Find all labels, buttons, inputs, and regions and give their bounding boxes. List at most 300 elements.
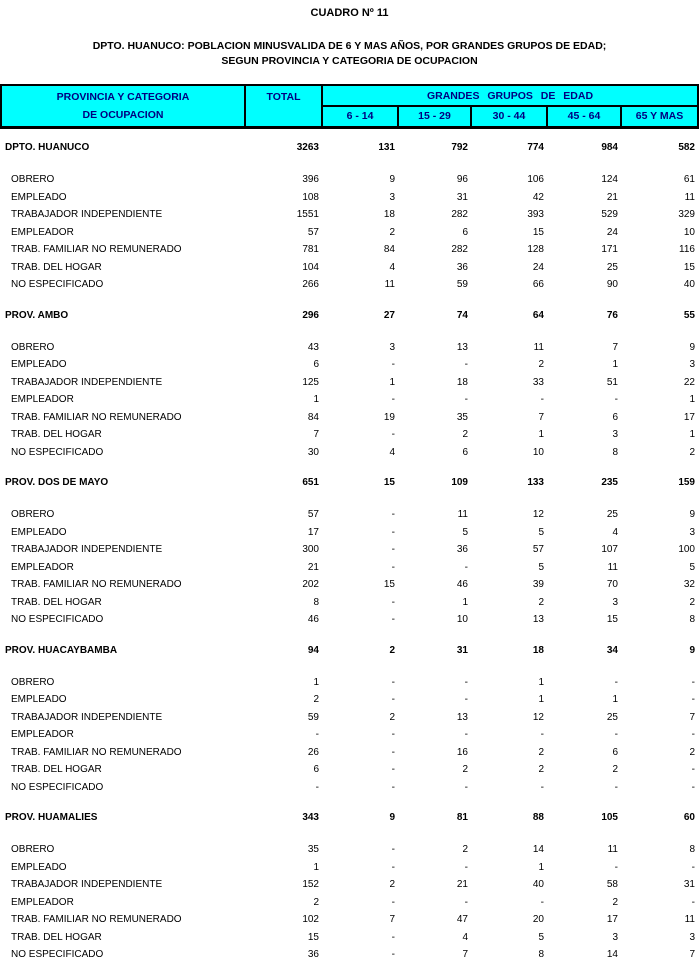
row-label: EMPLEADO xyxy=(11,861,67,873)
value-cell: 3 xyxy=(689,359,695,370)
value-cell: 9 xyxy=(389,174,395,185)
value-cell: 235 xyxy=(601,477,618,488)
table-row xyxy=(0,876,699,894)
value-cell: 5 xyxy=(689,561,695,573)
row-label: OBRERO xyxy=(11,844,55,855)
value-cell: - xyxy=(614,781,618,793)
value-cell: - xyxy=(540,729,544,740)
value-cell: 18 xyxy=(383,209,395,220)
value-cell: - xyxy=(464,861,468,873)
value-cell: 131 xyxy=(378,142,395,153)
row-label: EMPLEADO xyxy=(11,191,67,203)
value-cell: 24 xyxy=(606,226,618,238)
value-cell: 16 xyxy=(456,746,468,758)
row-label: DPTO. HUANUCO xyxy=(5,142,90,153)
table-row xyxy=(0,946,699,964)
spacer xyxy=(0,661,699,674)
spacer xyxy=(0,158,699,171)
section-row xyxy=(0,306,699,326)
row-label: TRAB. DEL HOGAR xyxy=(11,261,102,273)
value-cell: 25 xyxy=(606,509,618,520)
value-cell: 27 xyxy=(383,309,395,321)
value-cell: - xyxy=(464,676,468,688)
value-cell: 104 xyxy=(302,261,319,273)
value-cell: 21 xyxy=(606,191,618,203)
value-cell: 51 xyxy=(606,376,618,388)
row-label: PROV. HUACAYBAMBA xyxy=(5,644,118,656)
value-cell: 1 xyxy=(313,861,319,873)
value-cell: 1 xyxy=(689,394,695,405)
value-cell: 31 xyxy=(683,879,695,890)
value-cell: 7 xyxy=(612,341,618,353)
value-cell: 11 xyxy=(607,561,618,573)
row-label: TRAB. DEL HOGAR xyxy=(11,596,102,608)
table-row xyxy=(0,541,699,559)
value-cell: 4 xyxy=(612,526,618,538)
doc-subtitle-line2: SEGUN PROVINCIA Y CATEGORIA DE OCUPACION xyxy=(221,55,478,67)
table-row xyxy=(0,171,699,189)
age-group-header: 15 - 29 xyxy=(397,107,470,126)
value-cell: 7 xyxy=(389,914,395,925)
row-label: NO ESPECIFICADO xyxy=(11,781,104,793)
value-cell: - xyxy=(391,764,395,775)
value-cell: 100 xyxy=(678,544,695,555)
table-row xyxy=(0,841,699,859)
value-cell: - xyxy=(391,561,395,573)
value-cell: - xyxy=(391,509,395,520)
value-cell: 7 xyxy=(313,429,319,440)
age-group-header: 30 - 44 xyxy=(470,107,546,126)
value-cell: 2 xyxy=(389,644,395,656)
value-cell: 2 xyxy=(313,896,319,908)
value-cell: 1 xyxy=(313,676,319,688)
value-cell: 70 xyxy=(606,579,618,590)
value-cell: 25 xyxy=(606,711,618,723)
value-cell: 39 xyxy=(532,579,544,590)
value-cell: 2 xyxy=(538,596,544,608)
value-cell: 792 xyxy=(451,142,468,153)
value-cell: 396 xyxy=(302,174,319,185)
value-cell: 7 xyxy=(689,949,695,960)
value-cell: 35 xyxy=(456,411,468,423)
value-cell: 282 xyxy=(451,244,468,255)
value-cell: 2 xyxy=(538,764,544,775)
table-row xyxy=(0,929,699,947)
value-cell: 1 xyxy=(689,429,695,440)
value-cell: 2 xyxy=(538,359,544,370)
value-cell: 10 xyxy=(683,226,695,238)
value-cell: - xyxy=(391,544,395,555)
section-row xyxy=(0,641,699,661)
value-cell: 94 xyxy=(307,644,319,656)
section-row xyxy=(0,473,699,493)
value-cell: 84 xyxy=(307,411,319,423)
spacer xyxy=(0,326,699,339)
value-cell: 8 xyxy=(538,949,544,960)
value-cell: 108 xyxy=(302,191,319,203)
value-cell: 24 xyxy=(532,261,544,273)
row-label: EMPLEADOR xyxy=(11,394,74,405)
value-cell: - xyxy=(391,394,395,405)
value-cell: 2 xyxy=(612,764,618,775)
value-cell: 31 xyxy=(456,191,468,203)
table-body xyxy=(0,129,699,964)
row-label: TRABAJADOR INDEPENDIENTE xyxy=(11,209,163,220)
row-label: TRABAJADOR INDEPENDIENTE xyxy=(11,879,163,890)
value-cell: - xyxy=(464,359,468,370)
table-row xyxy=(0,611,699,629)
value-cell: 7 xyxy=(538,411,544,423)
value-cell: - xyxy=(391,596,395,608)
table-row xyxy=(0,356,699,374)
value-cell: 84 xyxy=(383,244,395,255)
value-cell: - xyxy=(464,781,468,793)
value-cell: - xyxy=(691,781,695,793)
value-cell: 6 xyxy=(313,764,319,775)
row-label: TRAB. FAMILIAR NO REMUNERADO xyxy=(11,914,182,925)
value-cell: - xyxy=(464,694,468,705)
value-cell: 11 xyxy=(607,844,618,855)
value-cell: 6 xyxy=(462,226,468,238)
header-age-groups-block xyxy=(323,86,697,126)
value-cell: 60 xyxy=(683,812,695,823)
value-cell: 4 xyxy=(389,446,395,458)
value-cell: 3 xyxy=(389,191,395,203)
row-label: EMPLEADOR xyxy=(11,226,74,238)
row-label: TRAB. DEL HOGAR xyxy=(11,764,102,775)
value-cell: 2 xyxy=(538,746,544,758)
spacer xyxy=(0,493,699,506)
value-cell: 59 xyxy=(456,279,468,290)
row-label: TRAB. FAMILIAR NO REMUNERADO xyxy=(11,746,182,758)
table-row xyxy=(0,779,699,797)
value-cell: 58 xyxy=(606,879,618,890)
value-cell: - xyxy=(614,729,618,740)
value-cell: 2 xyxy=(462,844,468,855)
value-cell: - xyxy=(540,394,544,405)
value-cell: 55 xyxy=(683,309,695,321)
value-cell: - xyxy=(315,729,319,740)
doc-title: CUADRO Nº 11 xyxy=(310,7,389,19)
value-cell: 5 xyxy=(462,526,468,538)
spacer xyxy=(0,629,699,641)
value-cell: 74 xyxy=(456,309,468,321)
value-cell: 106 xyxy=(527,174,544,185)
value-cell: 152 xyxy=(302,879,319,890)
row-label: EMPLEADO xyxy=(11,359,67,370)
value-cell: - xyxy=(464,896,468,908)
value-cell: 36 xyxy=(456,261,468,273)
row-label: OBRERO xyxy=(11,676,55,688)
spacer xyxy=(0,796,699,808)
row-label: TRAB. FAMILIAR NO REMUNERADO xyxy=(11,244,182,255)
value-cell: 6 xyxy=(612,411,618,423)
value-cell: 774 xyxy=(527,142,544,153)
table-row xyxy=(0,559,699,577)
value-cell: 9 xyxy=(689,509,695,520)
table-row xyxy=(0,241,699,259)
row-label: OBRERO xyxy=(11,341,55,353)
table-row xyxy=(0,691,699,709)
age-group-header: 65 Y MAS xyxy=(620,107,697,126)
table-row xyxy=(0,576,699,594)
value-cell: 2 xyxy=(689,596,695,608)
table-row xyxy=(0,426,699,444)
value-cell: 76 xyxy=(606,309,618,321)
value-cell: - xyxy=(391,844,395,855)
value-cell: 1 xyxy=(389,376,395,388)
value-cell: 17 xyxy=(683,411,695,423)
value-cell: - xyxy=(391,429,395,440)
row-label: NO ESPECIFICADO xyxy=(11,279,104,290)
value-cell: 43 xyxy=(307,341,319,353)
value-cell: - xyxy=(391,614,395,625)
value-cell: 21 xyxy=(307,561,319,573)
value-cell: 10 xyxy=(532,446,544,458)
value-cell: 329 xyxy=(678,209,695,220)
value-cell: 2 xyxy=(389,226,395,238)
row-label: EMPLEADOR xyxy=(11,896,74,908)
value-cell: 11 xyxy=(457,509,468,520)
value-cell: - xyxy=(464,394,468,405)
value-cell: 15 xyxy=(307,931,319,943)
row-label: EMPLEADOR xyxy=(11,729,74,740)
value-cell: 81 xyxy=(456,812,468,823)
value-cell: 1 xyxy=(612,694,618,705)
value-cell: 171 xyxy=(601,244,618,255)
header-total: TOTAL xyxy=(244,86,323,126)
table-row xyxy=(0,189,699,207)
value-cell: 1 xyxy=(462,596,468,608)
value-cell: - xyxy=(540,781,544,793)
value-cell: 17 xyxy=(606,914,618,925)
row-label: PROV. DOS DE MAYO xyxy=(5,477,109,488)
value-cell: 11 xyxy=(384,279,395,290)
value-cell: 529 xyxy=(601,209,618,220)
section-row xyxy=(0,138,699,158)
value-cell: - xyxy=(391,746,395,758)
table-row xyxy=(0,726,699,744)
value-cell: - xyxy=(391,896,395,908)
value-cell: 3 xyxy=(389,341,395,353)
value-cell: 40 xyxy=(532,879,544,890)
value-cell: 18 xyxy=(532,644,544,656)
value-cell: 8 xyxy=(612,446,618,458)
table-row xyxy=(0,594,699,612)
value-cell: - xyxy=(691,861,695,873)
value-cell: 159 xyxy=(678,477,695,488)
value-cell: 1551 xyxy=(296,209,319,220)
value-cell: 96 xyxy=(456,174,468,185)
value-cell: 64 xyxy=(532,309,544,321)
value-cell: 116 xyxy=(679,244,695,255)
value-cell: - xyxy=(691,694,695,705)
table-row xyxy=(0,259,699,277)
value-cell: 13 xyxy=(456,341,468,353)
value-cell: 300 xyxy=(302,544,319,555)
value-cell: 14 xyxy=(606,949,618,960)
value-cell: 125 xyxy=(302,376,319,388)
value-cell: 2 xyxy=(462,429,468,440)
value-cell: 3 xyxy=(689,931,695,943)
value-cell: 8 xyxy=(689,844,695,855)
value-cell: 22 xyxy=(683,376,695,388)
value-cell: 40 xyxy=(683,279,695,290)
value-cell: - xyxy=(691,676,695,688)
value-cell: 651 xyxy=(302,477,319,488)
value-cell: 282 xyxy=(451,209,468,220)
value-cell: - xyxy=(391,949,395,960)
value-cell: 124 xyxy=(601,174,618,185)
value-cell: 12 xyxy=(532,711,544,723)
value-cell: 7 xyxy=(462,949,468,960)
value-cell: 984 xyxy=(601,142,618,153)
value-cell: - xyxy=(391,676,395,688)
value-cell: 1 xyxy=(538,676,544,688)
row-label: EMPLEADO xyxy=(11,526,67,538)
value-cell: 17 xyxy=(307,526,319,538)
table-row xyxy=(0,761,699,779)
value-cell: 202 xyxy=(302,579,319,590)
value-cell: 13 xyxy=(456,711,468,723)
row-label: NO ESPECIFICADO xyxy=(11,949,104,960)
table-row xyxy=(0,674,699,692)
value-cell: 15 xyxy=(683,261,695,273)
value-cell: - xyxy=(391,359,395,370)
table-row xyxy=(0,391,699,409)
value-cell: 107 xyxy=(601,544,618,555)
row-label: NO ESPECIFICADO xyxy=(11,446,104,458)
value-cell: 14 xyxy=(532,844,544,855)
table-row xyxy=(0,409,699,427)
value-cell: 57 xyxy=(307,509,319,520)
value-cell: 3263 xyxy=(296,142,319,153)
value-cell: 8 xyxy=(313,596,319,608)
value-cell: - xyxy=(614,394,618,405)
value-cell: 2 xyxy=(612,896,618,908)
value-cell: 6 xyxy=(462,446,468,458)
row-label: TRABAJADOR INDEPENDIENTE xyxy=(11,544,163,555)
age-group-header: 45 - 64 xyxy=(546,107,620,126)
table-row xyxy=(0,224,699,242)
value-cell: 30 xyxy=(307,446,319,458)
table-row xyxy=(0,894,699,912)
row-label: PROV. HUAMALIES xyxy=(5,812,98,823)
value-cell: 10 xyxy=(456,614,468,625)
spacer xyxy=(0,461,699,473)
value-cell: 11 xyxy=(684,914,695,925)
value-cell: 1 xyxy=(538,429,544,440)
value-cell: - xyxy=(464,561,468,573)
table-row xyxy=(0,524,699,542)
value-cell: 2 xyxy=(313,694,319,705)
table-row xyxy=(0,276,699,294)
value-cell: 15 xyxy=(606,614,618,625)
value-cell: - xyxy=(691,729,695,740)
value-cell: 57 xyxy=(532,544,544,555)
value-cell: 2 xyxy=(689,746,695,758)
value-cell: 35 xyxy=(307,844,319,855)
row-label: TRAB. DEL HOGAR xyxy=(11,429,102,440)
table-row xyxy=(0,206,699,224)
table-header xyxy=(0,84,699,129)
value-cell: 61 xyxy=(683,174,695,185)
value-cell: 582 xyxy=(678,142,695,153)
value-cell: 2 xyxy=(462,764,468,775)
value-cell: 5 xyxy=(538,931,544,943)
value-cell: 21 xyxy=(456,879,468,890)
value-cell: 5 xyxy=(538,561,544,573)
value-cell: 2 xyxy=(389,879,395,890)
value-cell: 46 xyxy=(307,614,319,625)
row-label: TRAB. FAMILIAR NO REMUNERADO xyxy=(11,579,182,590)
value-cell: 66 xyxy=(532,279,544,290)
value-cell: - xyxy=(391,729,395,740)
value-cell: 7 xyxy=(689,711,695,723)
value-cell: - xyxy=(391,694,395,705)
value-cell: 133 xyxy=(527,477,544,488)
value-cell: 9 xyxy=(389,812,395,823)
value-cell: 1 xyxy=(313,394,319,405)
value-cell: 57 xyxy=(307,226,319,238)
table-row xyxy=(0,339,699,357)
value-cell: 26 xyxy=(307,746,319,758)
age-group-header: 6 - 14 xyxy=(346,110,374,122)
value-cell: 102 xyxy=(302,914,319,925)
header-age-groups-title: GRANDES GRUPOS DE EDAD xyxy=(323,86,697,107)
value-cell: 32 xyxy=(683,579,695,590)
value-cell: - xyxy=(391,861,395,873)
value-cell: 9 xyxy=(689,644,695,656)
value-cell: 2 xyxy=(389,711,395,723)
value-cell: 105 xyxy=(601,812,618,823)
value-cell: - xyxy=(691,896,695,908)
table-row xyxy=(0,506,699,524)
header-age-groups-row xyxy=(323,107,697,126)
row-label: TRABAJADOR INDEPENDIENTE xyxy=(11,711,163,723)
value-cell: - xyxy=(614,676,618,688)
table-row xyxy=(0,444,699,462)
value-cell: 3 xyxy=(612,596,618,608)
value-cell: 42 xyxy=(532,191,544,203)
value-cell: 296 xyxy=(302,309,319,321)
spacer xyxy=(0,828,699,841)
value-cell: 11 xyxy=(684,191,695,203)
value-cell: 15 xyxy=(532,226,544,238)
value-cell: - xyxy=(464,729,468,740)
value-cell: 5 xyxy=(538,526,544,538)
value-cell: - xyxy=(614,861,618,873)
row-label: OBRERO xyxy=(11,509,55,520)
doc-subtitle-line1: DPTO. HUANUCO: POBLACION MINUSVALIDA DE 6 Y MAS AÑOS, POR GRANDES GRUPOS DE EDAD; xyxy=(92,40,607,52)
value-cell: 20 xyxy=(532,914,544,925)
value-cell: 11 xyxy=(533,341,544,353)
value-cell: 266 xyxy=(302,279,319,290)
section-row xyxy=(0,808,699,828)
value-cell: 12 xyxy=(532,509,544,520)
value-cell: 6 xyxy=(612,746,618,758)
value-cell: 34 xyxy=(606,644,618,656)
value-cell: 19 xyxy=(383,411,395,423)
value-cell: - xyxy=(391,931,395,943)
value-cell: 36 xyxy=(307,949,319,960)
value-cell: 4 xyxy=(389,261,395,273)
value-cell: 15 xyxy=(383,477,395,488)
value-cell: 36 xyxy=(456,544,468,555)
header-province-category xyxy=(2,86,244,126)
row-label: TRAB. DEL HOGAR xyxy=(11,931,102,943)
value-cell: 1 xyxy=(538,861,544,873)
